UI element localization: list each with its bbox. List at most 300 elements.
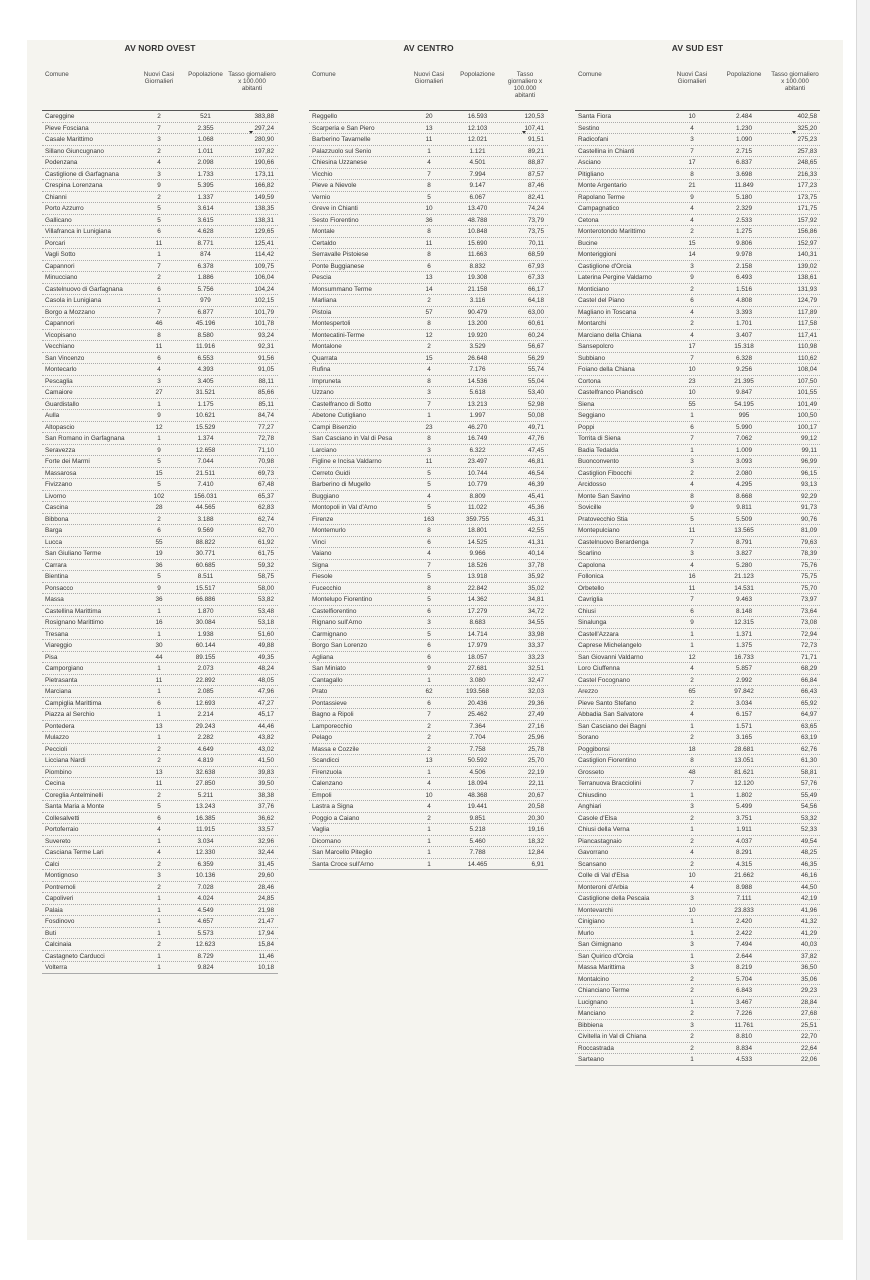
cell-comune: Campiglia Marittima	[45, 699, 102, 707]
cell-comune: Cascina	[45, 504, 69, 511]
cell-popolazione: 18.057	[467, 653, 488, 661]
cell-comune: Altopascio	[45, 423, 75, 431]
cell-nuovi-casi: 2	[427, 814, 431, 822]
cell-comune: Cetona	[578, 216, 599, 224]
cell-comune: Buonconvento	[578, 458, 619, 465]
table-row	[42, 777, 278, 789]
cell-popolazione: 2.098	[197, 159, 214, 166]
cell-comune: Prato	[312, 688, 328, 695]
cell-tasso: 75,75	[801, 573, 817, 580]
cell-comune: Cortona	[578, 377, 601, 385]
cell-tasso: 190,66	[254, 159, 274, 166]
table-row	[575, 145, 820, 157]
table-row	[42, 352, 278, 364]
cell-tasso: 177,23	[797, 182, 817, 189]
cell-tasso: 67,93	[528, 262, 544, 270]
table-row	[575, 1042, 820, 1054]
cell-comune: Loro Ciuffenna	[578, 665, 620, 672]
cell-tasso: 27,68	[801, 1010, 817, 1017]
table-row	[42, 409, 278, 421]
table-row	[42, 202, 278, 214]
table-row	[42, 582, 278, 594]
cell-comune: Impruneta	[312, 377, 341, 385]
table-row	[42, 950, 278, 962]
cell-nuovi-casi: 4	[690, 308, 694, 316]
cell-popolazione: 5.499	[736, 803, 752, 810]
cell-comune: Camporgiano	[45, 665, 84, 672]
cell-comune: Orbetello	[578, 584, 604, 592]
cell-tasso: 84,74	[258, 412, 274, 419]
cell-popolazione: 2.073	[197, 665, 214, 672]
cell-tasso: 67,48	[258, 481, 274, 488]
cell-nuovi-casi: 1	[157, 952, 161, 960]
table-row	[42, 271, 278, 283]
cell-comune: Manciano	[578, 1010, 606, 1017]
cell-nuovi-casi: 2	[690, 837, 694, 845]
cell-nuovi-casi: 2	[690, 1033, 694, 1040]
cell-popolazione: 979	[200, 297, 211, 304]
cell-comune: Capoliveri	[45, 895, 74, 902]
header-popolazione[interactable]: Popolazione	[726, 71, 762, 78]
cell-popolazione: 3.751	[736, 814, 752, 822]
cell-comune: Scandicci	[312, 757, 340, 764]
cell-tasso: 36,62	[258, 814, 274, 822]
cell-popolazione: 11.916	[195, 343, 216, 350]
cell-nuovi-casi: 1	[157, 688, 161, 695]
cell-tasso: 100,50	[797, 412, 817, 419]
header-nuovi-casi[interactable]: Nuovi Casi Giornalieri	[143, 71, 175, 85]
cell-popolazione: 13.243	[195, 803, 216, 810]
cell-nuovi-casi: 6	[427, 607, 431, 615]
cell-comune: San Marcello Piteglio	[312, 849, 373, 856]
table-row	[575, 881, 820, 893]
cell-nuovi-casi: 7	[690, 538, 694, 546]
cell-tasso: 22,19	[528, 768, 544, 776]
table-row	[42, 869, 278, 881]
cell-tasso: 107,41	[524, 124, 544, 132]
cell-nuovi-casi: 21	[688, 182, 696, 189]
cell-popolazione: 5.280	[736, 561, 752, 569]
cell-tasso: 29,36	[528, 699, 544, 707]
cell-nuovi-casi: 12	[425, 331, 433, 339]
cell-nuovi-casi: 17	[688, 159, 696, 166]
cell-tasso: 131,93	[797, 285, 817, 293]
cell-comune: Chianni	[45, 193, 67, 201]
cell-tasso: 60,24	[528, 331, 544, 339]
cell-popolazione: 13.200	[467, 320, 488, 327]
cell-tasso: 56,29	[528, 354, 544, 362]
cell-tasso: 275,23	[797, 136, 817, 143]
table-row	[309, 122, 548, 134]
cell-nuovi-casi: 9	[690, 193, 694, 201]
cell-nuovi-casi: 36	[155, 561, 163, 569]
cell-popolazione: 8.219	[736, 964, 752, 971]
table-row	[309, 720, 548, 732]
cell-tasso: 110,62	[797, 354, 817, 362]
cell-comune: Gallicano	[45, 216, 72, 224]
cell-comune: Figline e Incisa Valdarno	[312, 458, 382, 465]
cell-nuovi-casi: 5	[157, 481, 161, 488]
table-row	[575, 467, 820, 479]
cell-popolazione: 1.802	[736, 791, 752, 799]
header-comune[interactable]: Comune	[578, 71, 602, 78]
table-row	[42, 156, 278, 168]
cell-popolazione: 9.824	[197, 964, 214, 971]
cell-tasso: 17,94	[258, 929, 274, 937]
cell-nuovi-casi: 5	[427, 469, 431, 477]
table-row	[42, 685, 278, 697]
table-row	[575, 237, 820, 249]
cell-popolazione: 12.658	[195, 446, 216, 454]
cell-popolazione: 8.988	[736, 883, 752, 891]
cell-comune: Pieve a Nievole	[312, 182, 357, 189]
cell-comune: Barberino di Mugello	[312, 481, 371, 488]
table-row	[42, 628, 278, 640]
table-row	[42, 823, 278, 835]
cell-nuovi-casi: 1	[427, 860, 431, 868]
table-row	[309, 731, 548, 743]
cell-nuovi-casi: 1	[690, 791, 694, 799]
cell-comune: Firenzuola	[312, 768, 342, 776]
cell-nuovi-casi: 2	[157, 860, 161, 868]
cell-popolazione: 46.270	[467, 423, 488, 431]
cell-popolazione: 3.034	[736, 699, 752, 707]
cell-comune: Poggibonsi	[578, 745, 610, 753]
cell-comune: Scarlino	[578, 550, 602, 557]
cell-tasso: 24,85	[258, 895, 274, 902]
cell-popolazione: 23.833	[734, 906, 754, 914]
cell-popolazione: 1.938	[197, 630, 214, 638]
cell-comune: Vernio	[312, 193, 331, 201]
cell-tasso: 91,56	[258, 354, 274, 362]
cell-nuovi-casi: 1	[690, 929, 694, 937]
table-row	[42, 225, 278, 237]
table-row	[575, 616, 820, 628]
cell-comune: Fucecchio	[312, 584, 342, 592]
table-row	[309, 168, 548, 180]
cell-popolazione: 32.638	[195, 768, 216, 776]
cell-tasso: 280,90	[254, 136, 274, 143]
cell-nuovi-casi: 7	[427, 170, 431, 178]
table-row	[42, 708, 278, 720]
cell-tasso: 257,83	[797, 147, 817, 155]
cell-popolazione: 5.573	[197, 929, 214, 937]
cell-comune: Siena	[578, 400, 595, 408]
cell-tasso: 91,51	[528, 136, 544, 143]
cell-nuovi-casi: 15	[425, 354, 433, 362]
cell-comune: Monteroni d'Arbia	[578, 883, 628, 891]
cell-comune: San Miniato	[312, 665, 346, 672]
cell-nuovi-casi: 16	[688, 573, 696, 580]
cell-nuovi-casi: 2	[427, 745, 431, 753]
cell-popolazione: 10.621	[195, 412, 216, 419]
cell-popolazione: 14.525	[467, 538, 488, 546]
table-row	[309, 536, 548, 548]
cell-tasso: 87,57	[528, 170, 544, 178]
cell-nuovi-casi: 4	[690, 216, 694, 224]
cell-tasso: 79,63	[801, 538, 817, 546]
cell-tasso: 110,98	[797, 343, 817, 350]
cell-tasso: 166,82	[254, 182, 274, 189]
table-row	[42, 536, 278, 548]
header-popolazione[interactable]: Popolazione	[460, 71, 495, 78]
cell-comune: Tresana	[45, 630, 69, 638]
cell-tasso: 383,88	[254, 113, 274, 120]
cell-comune: Portoferraio	[45, 826, 79, 833]
cell-nuovi-casi: 1	[157, 837, 161, 845]
header-nuovi-casi[interactable]: Nuovi Casi Giornalieri	[676, 71, 708, 85]
cell-nuovi-casi: 1	[157, 665, 161, 672]
table-row	[575, 559, 820, 571]
cell-tasso: 54,56	[801, 803, 817, 810]
cell-tasso: 37,78	[528, 561, 544, 569]
cell-popolazione: 4.533	[736, 1056, 752, 1063]
table-row	[309, 156, 548, 168]
cell-tasso: 11,46	[258, 952, 274, 960]
cell-comune: Forte dei Marmi	[45, 458, 90, 465]
header-nuovi-casi[interactable]: Nuovi Casi Giornalieri	[413, 71, 445, 85]
cell-tasso: 138,61	[797, 274, 817, 281]
cell-popolazione: 7.226	[736, 1010, 752, 1017]
cell-comune: Signa	[312, 561, 329, 569]
cell-nuovi-casi: 3	[157, 377, 161, 385]
cell-tasso: 51,60	[258, 630, 274, 638]
table-row	[309, 214, 548, 226]
cell-popolazione: 2.329	[736, 205, 752, 212]
cell-nuovi-casi: 5	[427, 630, 431, 638]
cell-tasso: 81,09	[801, 527, 817, 534]
cell-tasso: 297,24	[254, 124, 274, 132]
cell-tasso: 35,02	[528, 584, 544, 592]
cell-nuovi-casi: 3	[690, 964, 694, 971]
cell-tasso: 37,82	[801, 952, 817, 960]
cell-nuovi-casi: 8	[427, 584, 431, 592]
table-row	[575, 191, 820, 203]
cell-nuovi-casi: 5	[427, 193, 431, 201]
cell-comune: Castel Focognano	[578, 676, 630, 684]
cell-popolazione: 11.022	[467, 504, 488, 511]
cell-nuovi-casi: 7	[690, 147, 694, 155]
cell-tasso: 21,47	[258, 918, 274, 925]
table-row	[575, 122, 820, 134]
table-row	[575, 168, 820, 180]
cell-popolazione: 27.850	[195, 780, 216, 787]
cell-comune: Vinci	[312, 538, 326, 546]
cell-comune: Collesalvetti	[45, 814, 80, 822]
cell-tasso: 55,04	[528, 377, 544, 385]
cell-comune: Monteriggioni	[578, 251, 617, 258]
cell-comune: Uzzano	[312, 389, 334, 396]
cell-nuovi-casi: 6	[157, 228, 161, 235]
cell-tasso: 41,50	[258, 757, 274, 764]
table-row	[309, 616, 548, 628]
cell-tasso: 45,31	[528, 515, 544, 523]
cell-popolazione: 3.407	[736, 331, 752, 339]
header-tasso[interactable]: Tasso giornaliero x 100.000 abitanti	[507, 71, 543, 99]
cell-nuovi-casi: 1	[427, 768, 431, 776]
cell-popolazione: 6.553	[197, 354, 214, 362]
table-row	[42, 386, 278, 398]
table-row	[42, 248, 278, 260]
cell-tasso: 49,35	[258, 653, 274, 661]
cell-tasso: 44,50	[801, 883, 817, 891]
table-row	[42, 547, 278, 559]
cell-tasso: 197,82	[254, 147, 274, 155]
cell-tasso: 40,03	[801, 941, 817, 948]
cell-comune: Arezzo	[578, 688, 598, 695]
cell-tasso: 22,64	[801, 1044, 817, 1052]
table-row	[575, 1019, 820, 1031]
table-row	[309, 812, 548, 824]
cell-nuovi-casi: 1	[157, 400, 161, 408]
table-row	[309, 559, 548, 571]
cell-comune: Vicchio	[312, 170, 333, 178]
cell-tasso: 92,31	[258, 343, 274, 350]
cell-tasso: 70,98	[258, 458, 274, 465]
cell-nuovi-casi: 8	[427, 228, 431, 235]
cell-tasso: 19,16	[528, 826, 544, 833]
cell-tasso: 72,73	[801, 642, 817, 649]
cell-popolazione: 54.195	[734, 400, 754, 408]
cell-nuovi-casi: 3	[690, 458, 694, 465]
cell-comune: Suvereto	[45, 837, 71, 845]
cell-tasso: 85,66	[258, 389, 274, 396]
cell-comune: Casale Marittimo	[45, 136, 93, 143]
cell-comune: Pieve Fosciana	[45, 124, 89, 132]
cell-tasso: 140,31	[797, 251, 817, 258]
cell-comune: Pisa	[45, 653, 58, 661]
cell-popolazione: 11.915	[195, 826, 216, 833]
cell-comune: Palaia	[45, 906, 63, 914]
cell-comune: Sorano	[578, 734, 599, 741]
cell-tasso: 71,10	[258, 446, 274, 454]
cell-tasso: 117,58	[797, 320, 817, 327]
cell-nuovi-casi: 3	[157, 136, 161, 143]
cell-popolazione: 5.990	[736, 423, 752, 431]
table-row	[575, 386, 820, 398]
table-row	[42, 133, 278, 145]
cell-popolazione: 5.211	[197, 791, 214, 799]
cell-comune: Bagno a Ripoli	[312, 711, 354, 718]
cell-popolazione: 13.565	[734, 527, 754, 534]
cell-nuovi-casi: 2	[690, 285, 694, 293]
header-comune[interactable]: Comune	[312, 71, 336, 78]
cell-comune: Empoli	[312, 791, 332, 799]
cell-comune: Chiusdino	[578, 791, 607, 799]
cell-popolazione: 1.733	[197, 170, 214, 178]
cell-comune: Roccastrada	[578, 1044, 614, 1052]
table-row	[42, 260, 278, 272]
cell-comune: Campagnatico	[578, 205, 620, 212]
cell-popolazione: 16.593	[467, 113, 488, 120]
cell-comune: Mulazzo	[45, 734, 69, 741]
cell-comune: Ponte Buggianese	[312, 262, 365, 270]
table-row	[575, 329, 820, 341]
cell-tasso: 33,98	[528, 630, 544, 638]
cell-comune: Vicopisano	[45, 331, 77, 339]
cell-tasso: 50,08	[528, 412, 544, 419]
cell-popolazione: 12.693	[195, 699, 216, 707]
cell-popolazione: 3.188	[197, 515, 214, 523]
cell-comune: Reggello	[312, 113, 338, 120]
cell-comune: Castiglione della Pescaia	[578, 895, 650, 902]
cell-popolazione: 14.531	[734, 584, 754, 592]
table-row	[575, 478, 820, 490]
table-row	[575, 432, 820, 444]
table-row	[309, 375, 548, 387]
table-row	[42, 317, 278, 329]
cell-comune: Pescia	[312, 274, 332, 281]
cell-popolazione: 3.698	[736, 170, 752, 178]
cell-tasso: 73,08	[801, 619, 817, 626]
cell-comune: Camaiore	[45, 389, 73, 396]
cell-tasso: 20,30	[528, 814, 544, 822]
cell-comune: Montalcino	[578, 975, 609, 983]
cell-nuovi-casi: 11	[425, 239, 433, 247]
header-tasso[interactable]: Tasso giornaliero x 100.000 abitanti	[771, 71, 819, 92]
cell-popolazione: 5.395	[197, 182, 214, 189]
cell-popolazione: 50.592	[467, 757, 488, 764]
table-row	[42, 455, 278, 467]
table-row	[309, 421, 548, 433]
cell-tasso: 60,61	[528, 320, 544, 327]
header-tasso[interactable]: Tasso giornaliero x 100.000 abitanti	[228, 71, 276, 92]
cell-popolazione: 4.549	[197, 906, 214, 914]
cell-tasso: 65,92	[801, 699, 817, 707]
cell-tasso: 49,54	[801, 837, 817, 845]
cell-nuovi-casi: 4	[690, 205, 694, 212]
cell-popolazione: 2.533	[736, 216, 752, 224]
table-row	[309, 352, 548, 364]
cell-nuovi-casi: 7	[690, 435, 694, 442]
cell-tasso: 57,76	[801, 780, 817, 787]
cell-popolazione: 97.842	[734, 688, 754, 695]
cell-nuovi-casi: 6	[427, 699, 431, 707]
cell-tasso: 39,50	[258, 780, 274, 787]
cell-tasso: 33,23	[528, 653, 544, 661]
header-comune[interactable]: Comune	[45, 71, 69, 78]
cell-nuovi-casi: 4	[427, 159, 431, 166]
cell-tasso: 53,82	[258, 596, 274, 603]
scrollbar[interactable]	[856, 0, 870, 1280]
cell-popolazione: 1.090	[736, 136, 752, 143]
cell-comune: Greve in Chianti	[312, 205, 358, 212]
cell-comune: Pescaglia	[45, 377, 73, 385]
cell-popolazione: 2.422	[736, 929, 752, 937]
cell-tasso: 62,83	[258, 504, 274, 511]
cell-popolazione: 1.516	[736, 285, 752, 293]
cell-comune: Chiusi della Verna	[578, 826, 630, 833]
cell-tasso: 62,74	[258, 515, 274, 523]
cell-popolazione: 44.565	[195, 504, 216, 511]
cell-nuovi-casi: 3	[690, 136, 694, 143]
header-popolazione[interactable]: Popolazione	[188, 71, 223, 78]
cell-comune: Montalone	[312, 343, 342, 350]
cell-comune: Caprese Michelangelo	[578, 642, 642, 649]
table-row	[309, 145, 548, 157]
cell-comune: Lucignano	[578, 998, 608, 1006]
table-row	[575, 697, 820, 709]
cell-nuovi-casi: 1	[157, 435, 161, 442]
table-row	[42, 467, 278, 479]
cell-popolazione: 10.848	[467, 228, 488, 235]
table-row	[575, 754, 820, 766]
cell-tasso: 68,59	[528, 251, 544, 258]
cell-popolazione: 13.051	[734, 757, 754, 764]
table-row	[309, 651, 548, 663]
cell-popolazione: 1.337	[197, 193, 214, 201]
cell-nuovi-casi: 1	[690, 826, 694, 833]
